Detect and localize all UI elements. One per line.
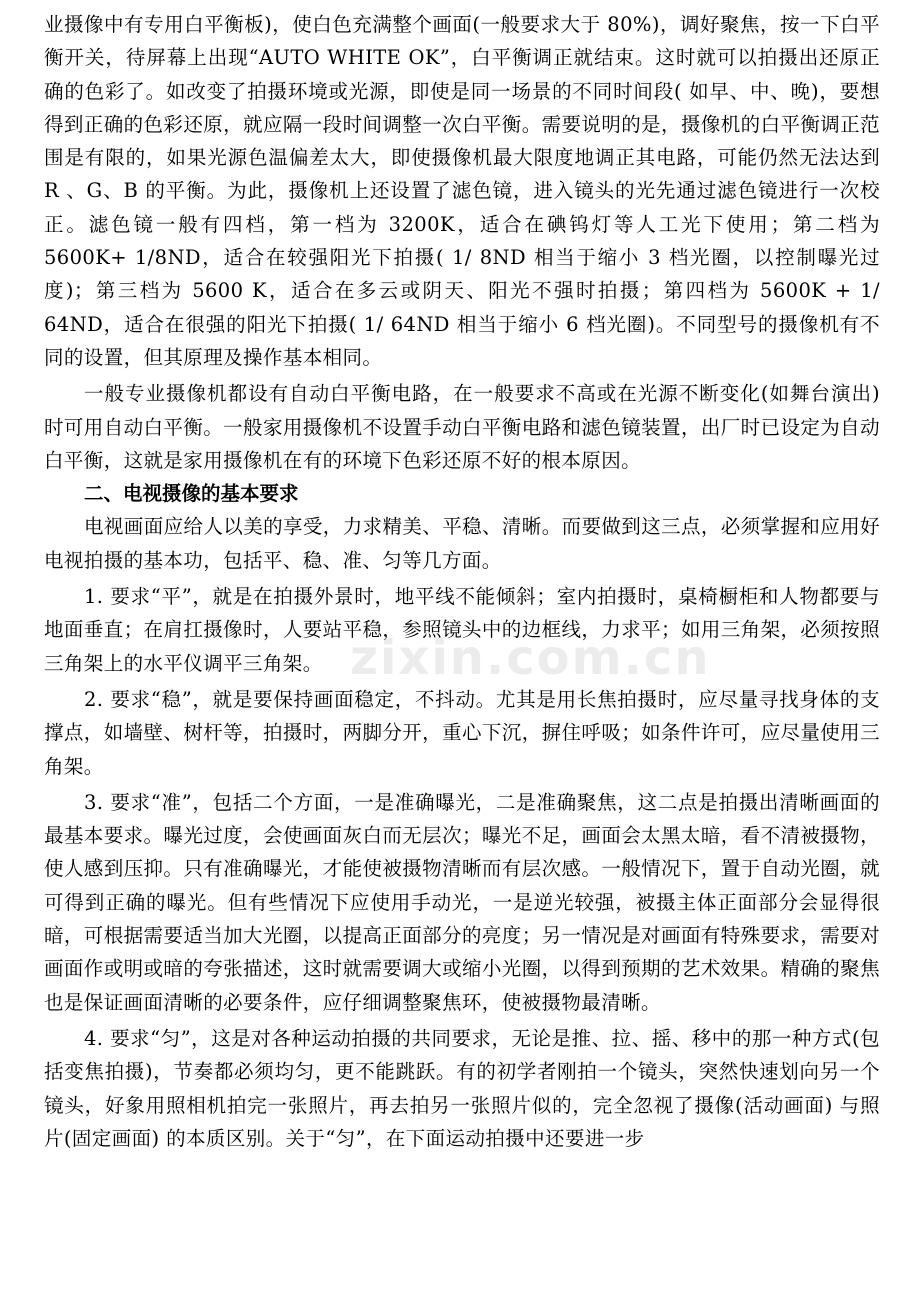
paragraph-requirement-even: 4. 要求“匀”，这是对各种运动拍摄的共同要求，无论是推、拉、摇、移中的那一种方式(包括变焦拍摄)，节奏都必须均匀，更不能跳跃。有的初学者刚拍一个镜头，突然快速划向另一个镜头，好象用照相机拍完一张照片，再去拍另一张照片似的，完全忽视了摄像(活动画面) 与照片(固定画面) 的本质区别。关于“匀”，在下面运动拍摄中还要进一步: [44, 1026, 880, 1150]
section-heading: 二、电视摄像的基本要求: [84, 482, 299, 506]
paragraph-requirement-steady: 2. 要求“稳”，就是要保持画面稳定，不抖动。尤其是用长焦拍摄时，应尽量寻找身体的支撑点，如墙壁、树杆等，拍摄时，两脚分开，重心下沉，摒住呼吸；如条件许可，应尽量使用三角架。: [44, 687, 880, 778]
paragraph-requirement-level: 1. 要求“平”，就是在拍摄外景时，地平线不能倾斜；室内拍摄时，桌椅橱柜和人物都要与地面垂直；在肩扛摄像时，人要站平稳，参照镜头中的边框线，力求平；如用三角架，必须按照三角架上的水平仪调平三角架。: [44, 585, 880, 675]
watermark-logo: zixin.com.cn: [350, 630, 711, 686]
paragraph-basic-requirements-intro: 电视画面应给人以美的享受，力求精美、平稳、清晰。而要做到这三点，必须掌握和应用好电视拍摄的基本功，包括平、稳、准、匀等几方面。: [44, 515, 880, 572]
paragraph-requirement-accurate: 3. 要求“准”，包括二个方面，一是准确曝光，二是准确聚焦，这二点是拍摄出清晰画面的最基本要求。曝光过度，会使画面灰白而无层次；曝光不足，画面会太黑太暗，看不清被摄物，使人感到压抑。只有准确曝光，才能使被摄物清晰而有层次感。一般情况下，置于自动光圈，就可得到正确的曝光。但有些情况下应使用手动光，一是逆光较强，被摄主体正面部分会显得很暗，可根据需要适当加大光圈，以提高正面部分的亮度；另一情况是对画面有特殊要求，需要对画面作或明或暗的夸张描述，这时就需要调大或缩小光圈，以得到预期的艺术效果。精确的聚焦也是保证画面清晰的必要条件，应仔细调整聚焦环，使被摄物最清晰。: [44, 790, 880, 1014]
document-page: [44, 0, 880, 1302]
paragraph-auto-white-balance: 一般专业摄像机都设有自动白平衡电路，在一般要求不高或在光源不断变化(如舞台演出) 时可用自动白平衡。一般家用摄像机不设置手动白平衡电路和滤色镜装置，出厂时已设定为自动白平衡，这就是家用摄像机在有的环境下色彩还原不好的根本原因。: [44, 382, 880, 472]
paragraph-white-balance-continued: 业摄像中有专用白平衡板)，使白色充满整个画面(一般要求大于 80%)，调好聚焦，按一下白平衡开关，待屏幕上出现“AUTO WHITE OK”，白平衡调正就结束。这时就可以拍摄出还原正确的色彩了。如改变了拍摄环境或光源，即使是同一场景的不同时间段( 如早、中、晚)，要想得到正确的色彩还原，就应隔一段时间调整一次白平衡。需要说明的是，摄像机的白平衡调正范围是有限的，如果光源色温偏差太大，即使摄像机最大限度地调正其电路，可能仍然无法达到 R 、G、B 的平衡。为此，摄像机上还设置了滤色镜，进入镜头的光先通过滤色镜进行一次校正。滤色镜一般有四档，第一档为 3200K，适合在碘钨灯等人工光下使用；第二档为 5600K+ 1/8ND，适合在较强阳光下拍摄( 1/ 8ND 相当于缩小 3 档光圈，以控制曝光过度)；第三档为 5600 K，适合在多云或阴天、阳光不强时拍摄；第四档为 5600K + 1/ 64ND，适合在很强的阳光下拍摄( 1/ 64ND 相当于缩小 6 档光圈)。不同型号的摄像机有不同的设置，但其原理及操作基本相同。: [44, 13, 880, 369]
